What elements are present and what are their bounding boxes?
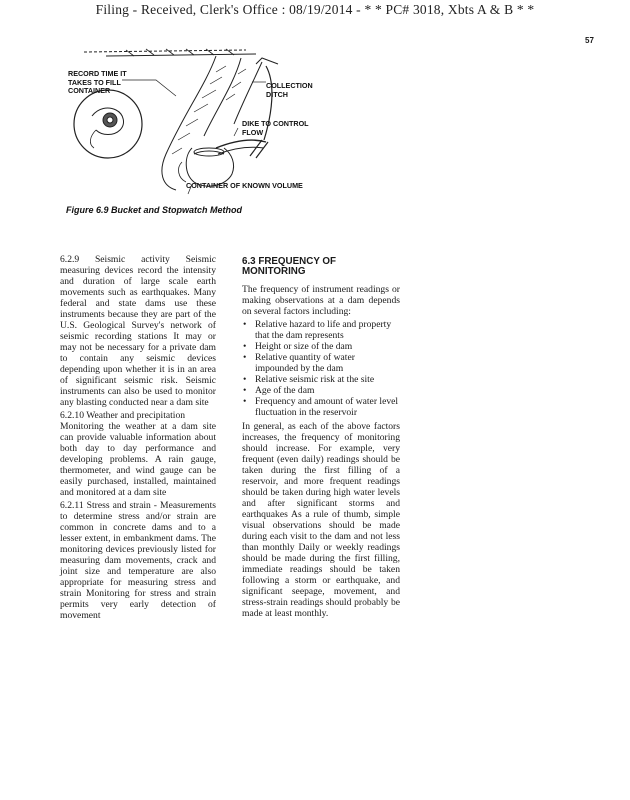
label-container: CONTAINER OF KNOWN VOLUME (186, 181, 303, 190)
weather-heading: 6.2.10 Weather and precipitation (60, 410, 186, 421)
label-collection-ditch: COLLECTION DITCH (266, 81, 313, 99)
factor-list (242, 319, 400, 418)
stress-text: Measurements to determine stress and/or strain are common in concrete dams and to a lesser extent, in embankment dams. The monitoring devices previously listed for measuring dam movements, crack and joint size and temperature are also appropriate for measuring stress and strain Monitoring for stress and strain permits very early detection of movement (60, 500, 216, 621)
list-item: • Relative quantity of water impounded by the dam (242, 352, 400, 374)
right-column (242, 254, 400, 621)
figure-illustration (66, 44, 356, 196)
seismic-text: Seismic measuring devices record the intensity and duration of large scale earth movements such as earthquakes. Many federal and state dams use these instruments because they are part of the U.S. Geological Survey's network of seismic recording stations It may or may not be necessary for a private dam to contain any seismic devices depending upon whether it is in an area of significant seismic risk. Seismic instruments can also be used to monitor any blasting conducted near a dam site (60, 254, 216, 408)
label-dike: DIKE TO CONTROL FLOW (242, 119, 309, 137)
seismic-paragraph (60, 254, 216, 408)
weather-paragraph (60, 410, 216, 498)
frequency-intro: The frequency of instrument readings or making observations at a dam depends on several factors including: (242, 283, 400, 317)
list-item: • Height or size of the dam (242, 341, 400, 352)
list-item: • Relative hazard to life and property that the dam represents (242, 319, 400, 341)
weather-text: Monitoring the weather at a dam site can provide valuable information about both day to day performance and developing problems. A rain gauge, thermometer, and wind gauge can be easily purchased, installed, maintained and monitored at a dam site (60, 421, 216, 498)
list-item: • Frequency and amount of water level fluctuation in the reservoir (242, 396, 400, 418)
label-record-time: RECORD TIME IT TAKES TO FILL CONTAINER (68, 69, 127, 96)
seismic-heading: 6.2.9 Seismic activity (60, 254, 170, 265)
figure-caption: Figure 6.9 Bucket and Stopwatch Method (66, 205, 243, 215)
left-column (60, 254, 216, 623)
frequency-body: In general, as each of the above factors increases, the frequency of monitoring should increase. For example, very frequent (even daily) readings should be taken during the first filling of a reservoir, and more frequent readings should be taken during high water levels and after significant storms and earthquakes As a rule of thumb, simple visual observations should be made during each visit to the dam and not less than monthly Daily or weekly readings should be made during the first filling, immediate readings should be taken following a storm or earthquake, and significant seepage, movement, and stress-strain readings should probably be made at least monthly. (242, 420, 400, 619)
list-item: • Relative seismic risk at the site (242, 374, 400, 385)
page-number: 57 (585, 36, 594, 45)
list-item: • Age of the dam (242, 385, 400, 396)
filing-stamp: Filing - Received, Clerk's Office : 08/19/2014 - * * PC# 3018, Xbts A & B * * (95, 2, 535, 17)
frequency-heading: 6.3 FREQUENCY OF MONITORING (242, 256, 336, 278)
stress-paragraph (60, 500, 216, 621)
stress-heading: 6.2.11 Stress and strain - (60, 500, 158, 511)
